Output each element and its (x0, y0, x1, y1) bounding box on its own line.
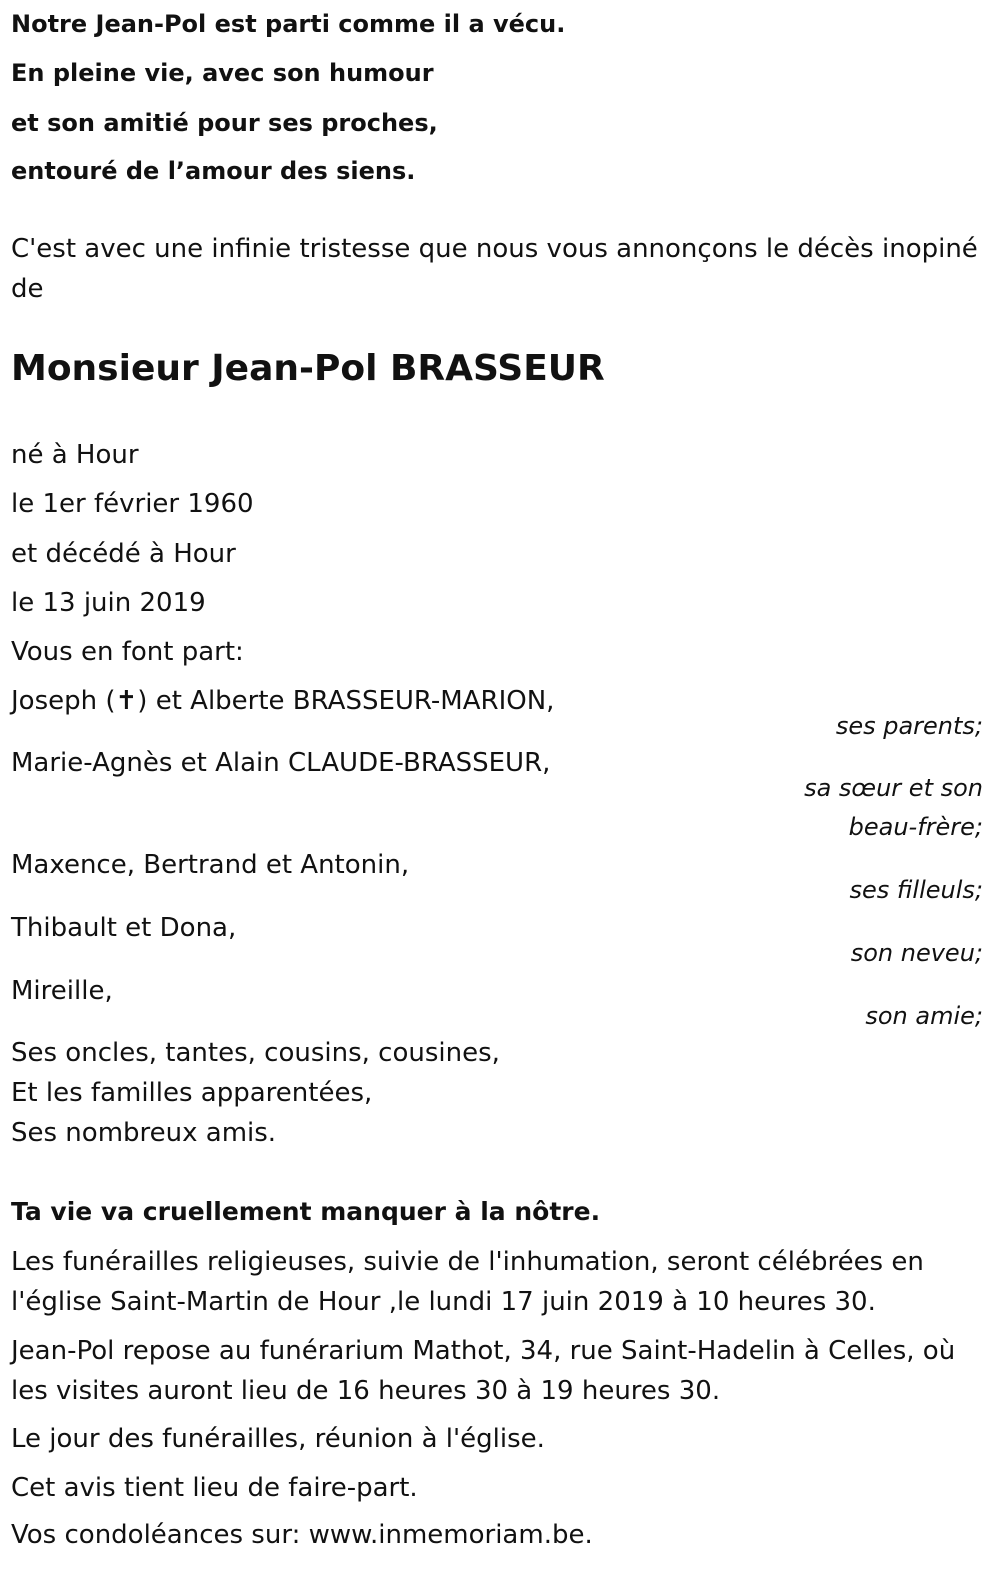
announcement-line-1: C'est avec une infinie tristesse que nous vous annonçons le décès inopiné (11, 234, 978, 264)
others-line-1: Ses oncles, tantes, cousins, cousines, (11, 1038, 500, 1068)
funeral-info: Les funérailles religieuses, suivie de l'inhumation, seront célébrées en l'église Saint-Martin de Hour ,le lundi 17 juin 2019 à 10 heures 30. (11, 1247, 924, 1317)
family-friend-relation: son amie; (865, 1002, 983, 1030)
intro-line-4: entouré de l’amour des siens. (11, 157, 416, 185)
intro-line-2: En pleine vie, avec son humour (11, 59, 434, 87)
family-godchildren-names: Maxence, Bertrand et Antonin, (11, 850, 410, 880)
detail-birthplace: né à Hour (11, 440, 139, 470)
meeting-info: Le jour des funérailles, réunion à l'église. (11, 1424, 545, 1454)
repose-info: Jean-Pol repose au funérarium Mathot, 34, rue Saint-Hadelin à Celles, où les visites auront lieu de 16 heures 30 à 19 heures 30. (11, 1336, 956, 1406)
detail-announcers-intro: Vous en font part: (11, 637, 244, 667)
family-parents-relation: ses parents; (835, 712, 983, 740)
family-sister-relation-1: sa sœur et son (804, 774, 983, 802)
family-parents-names: Joseph (✝) et Alberte BRASSEUR-MARION, (11, 686, 555, 716)
family-godchildren-relation: ses filleuls; (849, 876, 983, 904)
family-sister-names: Marie-Agnès et Alain CLAUDE-BRASSEUR, (11, 748, 551, 778)
condolences-info: Vos condoléances sur: www.inmemoriam.be. (11, 1520, 593, 1550)
others-line-3: Ses nombreux amis. (11, 1118, 277, 1148)
detail-deathdate: le 13 juin 2019 (11, 588, 206, 618)
family-sister-relation-2: beau-frère; (848, 813, 983, 841)
family-nephew-relation: son neveu; (850, 939, 983, 967)
others-line-2: Et les familles apparentées, (11, 1078, 373, 1108)
detail-deathplace: et décédé à Hour (11, 539, 236, 569)
intro-line-3: et son amitié pour ses proches, (11, 109, 438, 137)
announcement-line-2: de (11, 274, 44, 304)
closing-tagline: Ta vie va cruellement manquer à la nôtre. (11, 1197, 601, 1226)
notice-info: Cet avis tient lieu de faire-part. (11, 1473, 418, 1503)
family-nephew-names: Thibault et Dona, (11, 913, 237, 943)
detail-birthdate: le 1er février 1960 (11, 489, 254, 519)
deceased-name: Monsieur Jean-Pol BRASSEUR (11, 348, 605, 389)
family-friend-names: Mireille, (11, 976, 113, 1006)
intro-line-1: Notre Jean-Pol est parti comme il a vécu. (11, 10, 566, 38)
